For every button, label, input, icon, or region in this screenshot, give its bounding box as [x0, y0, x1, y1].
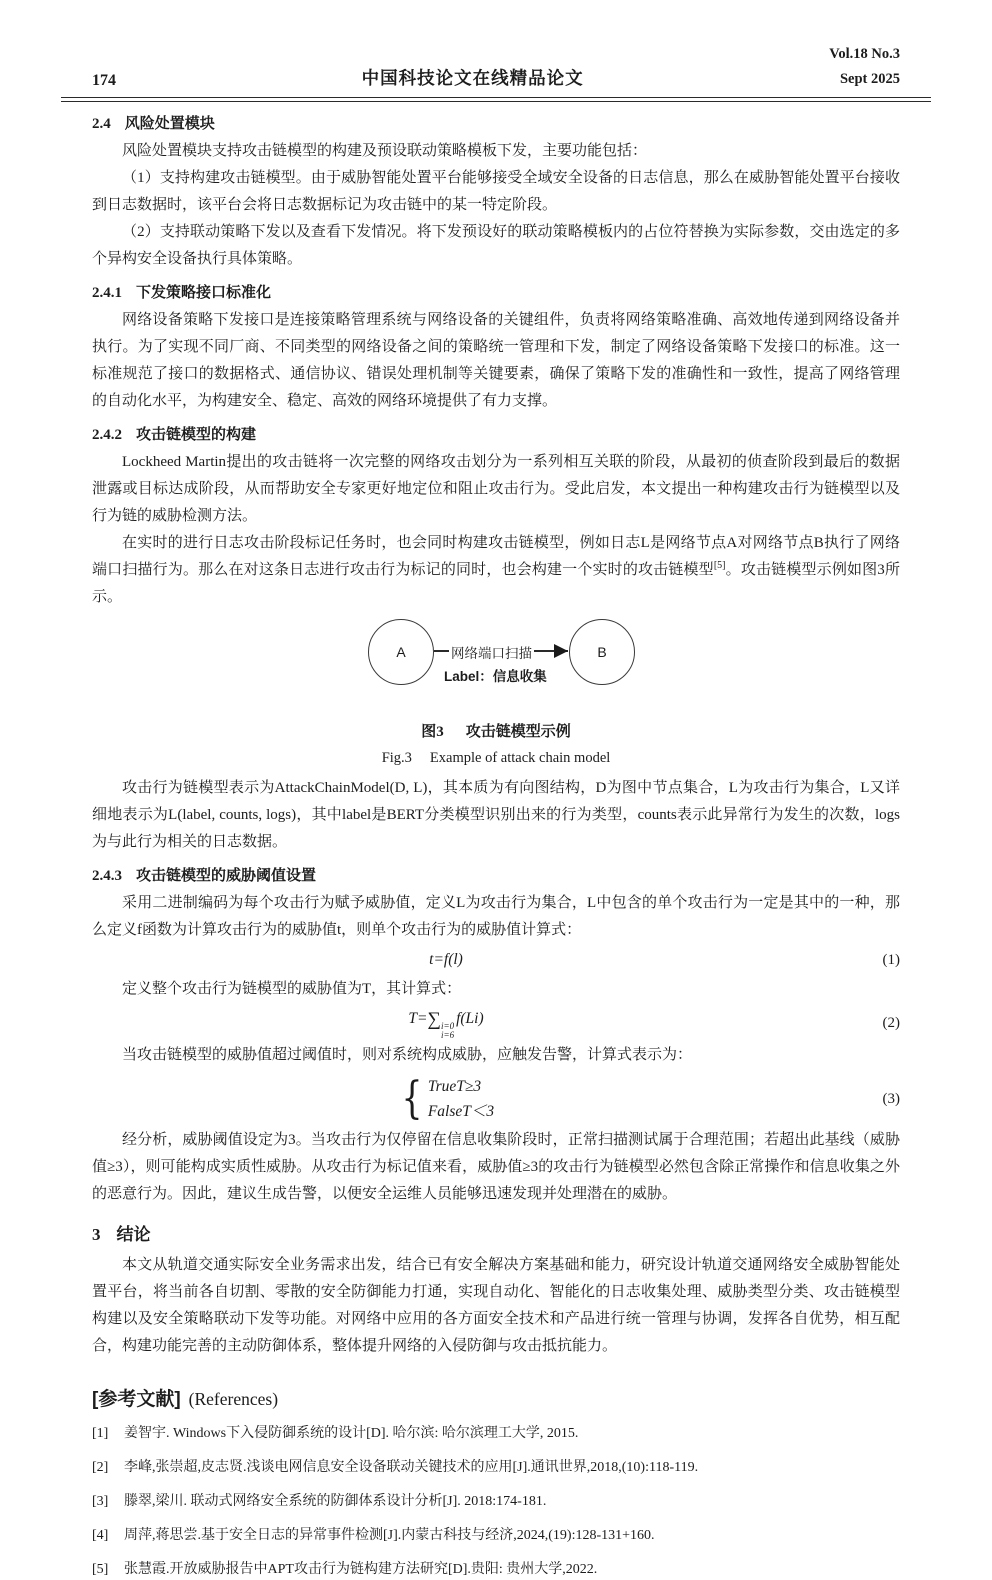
equation-1 [92, 946, 900, 974]
volume-number: Vol.18 No.3 [829, 46, 900, 62]
heading-2-4-2 [92, 423, 900, 444]
heading-title: 结论 [116, 1225, 151, 1244]
equation-number: (3) [882, 1091, 900, 1107]
paragraph-s241: 网络设备策略下发接口是连接策略管理系统与网络设备的关键组件，负责将网络策略准确、高效地传递到网络设备并执行。为了实现不同厂商、不同类型的网络设备之间的策略统一管理和下发，制定了网络设备策略下发接口的标准。这一标准规范了接口的数据格式、通信协议、错误处理机制等关键要素，确保了策略下发的准确性和一致性，提高了网络管理的自动化水平，为构建安全、稳定、高效的网络环境提供了有力支撑。 [92, 312, 900, 409]
paragraph-s243-1: 采用二进制编码为每个攻击行为赋予威胁值，定义L为攻击行为集合，L中包含的单个攻击行为一定是其中的一种，那么定义f函数为计算攻击行为的威胁值t，则单个攻击行为的威胁值计算式： [92, 895, 900, 938]
heading-number: 3 [92, 1225, 101, 1244]
paragraph-s24-item2: （2）支持联动策略下发以及查看下发情况。将下发预设好的联动策略模板内的占位符替换为实际参数，交由选定的多个异构安全设备执行具体策略。 [92, 224, 900, 267]
edge-label: 网络端口扫描 [449, 642, 534, 662]
paragraph-s242-3: 攻击行为链模型表示为AttackChainModel(D, L)，其本质为有向图结构，D为图中节点集合，L为攻击行为集合，L又详细地表示为L(label, counts, logs)，其中label是BERT分类模型识别出来的行为类型，counts表示此异常行为发生的次数，logs为与此行为相关的日志数据。 [92, 780, 900, 850]
reference-text: 张慧霞.开放威胁报告中APT攻击行为链构建方法研究[D].贵阳: 贵州大学,2022. [124, 1562, 598, 1577]
reference-text: 周萍,蒋思尝.基于安全日志的异常事件检测[J].内蒙古科技与经济,2024,(19):128-131+160. [124, 1528, 655, 1543]
paragraph-text: 在实时的进行日志攻击阶段标记任务时，也会同时构建攻击链模型，例如日志L是网络节点A对网络节点B执行了网络端口扫描行为。那么在对这条日志进行攻击行为标记的同时，也会构建一个实时的攻击链模型 [92, 535, 900, 578]
reference-label: [4] [92, 1528, 109, 1543]
equation-2 [92, 1005, 900, 1040]
heading-number: 2.4 [92, 116, 111, 132]
reference-item [92, 1423, 900, 1444]
figure-caption-cn [92, 719, 900, 745]
issue-info [829, 42, 900, 92]
sum-symbol: ∑ [427, 1009, 441, 1030]
reference-text: 滕翠,梁川. 联动式网络安全系统的防御体系设计分析[J]. 2018:174-181. [124, 1494, 547, 1509]
paragraph-s24-intro: 风险处置模块支持攻击链模型的构建及预设联动策略模板下发，主要功能包括： [122, 143, 648, 159]
heading-title: 下发策略接口标准化 [136, 284, 272, 301]
equation-rhs: f(Li) [456, 1010, 484, 1027]
journal-title: 中国科技论文在线精品论文 [361, 68, 584, 88]
figure-attack-chain-diagram [92, 617, 900, 719]
heading-2-4-3 [92, 864, 900, 885]
references-heading [92, 1384, 900, 1411]
heading-title: 风险处置模块 [124, 115, 215, 132]
figure-caption-text: 攻击链模型示例 [465, 723, 571, 740]
heading-title: 攻击链模型的威胁阈值设置 [136, 867, 317, 884]
figure-caption-number: 图3 [421, 724, 444, 740]
case-lines [428, 1074, 494, 1124]
heading-2-4 [92, 112, 900, 133]
equation-expression [408, 1005, 483, 1040]
graph-node-a: A [368, 619, 434, 685]
citation-marker: [5] [713, 560, 726, 571]
header-divider [61, 97, 931, 102]
sum-lower-limit: i=6 [441, 1030, 455, 1040]
paragraph-s243-2: 定义整个攻击行为链模型的威胁值为T，其计算式： [122, 981, 462, 997]
paragraph-s24-item1: （1）支持构建攻击链模型。由于威胁智能处置平台能够接受全域安全设备的日志信息，那么在威胁智能处置平台接收到日志数据时，该平台会将日志数据标记为攻击链中的某一特定阶段。 [92, 170, 900, 213]
equation-expression: t=f(l) [429, 951, 463, 968]
reference-label: [1] [92, 1426, 109, 1441]
reference-label: [2] [92, 1460, 109, 1475]
arrow-head-icon [554, 644, 568, 658]
sum-limits [441, 1022, 454, 1040]
heading-number: 2.4.1 [92, 285, 122, 301]
heading-title: 攻击链模型的构建 [136, 426, 257, 443]
paragraph-text: 。攻击链模型示例如图3所示。 [92, 562, 900, 605]
figure-caption-number: Fig.3 [381, 750, 412, 766]
paragraph-s243-4: 经分析，威胁阈值设定为3。当攻击行为仅停留在信息收集阶段时，正常扫描测试属于合理范围；若超出此基线（威胁值≥3），则可能构成实质性威胁。从攻击行为标记值来看，威胁值≥3的攻击行为链模型必然包含除正常操作和信息收集之外的恶意行为。因此，建议生成告警，以便安全运维人员能够迅速发现并处理潜在的威胁。 [92, 1132, 900, 1202]
reference-item [92, 1559, 900, 1580]
equation-number: (2) [882, 1014, 900, 1031]
equation-lhs: T= [408, 1010, 428, 1027]
equation-number: (1) [882, 952, 900, 968]
paragraph-s243-3: 当攻击链模型的威胁值超过阈值时，则对系统构成威胁，应触发告警，计算式表示为： [122, 1047, 693, 1063]
case-line-1: TrueT≥3 [427, 1078, 482, 1095]
figure-caption-text: Example of attack chain model [429, 750, 611, 766]
reference-item [92, 1525, 900, 1546]
left-brace: { [401, 1073, 423, 1124]
references-heading-en: (References) [188, 1389, 279, 1409]
reference-item [92, 1491, 900, 1512]
equation-3 [92, 1073, 900, 1125]
sum-upper-limit: i=0 [441, 1021, 455, 1031]
edge-sublabel: Label：信息收集 [444, 669, 547, 684]
case-line-2: FalseT＜3 [427, 1103, 495, 1120]
figure-caption-en [92, 745, 900, 771]
references-heading-cn: [参考文献] [92, 1389, 181, 1410]
reference-text: 李峰,张崇超,皮志贤.浅谈电网信息安全设备联动关键技术的应用[J].通讯世界,2018,(10):118-119. [124, 1460, 699, 1475]
page-header [92, 42, 900, 92]
reference-text: 姜智宇. Windows下入侵防御系统的设计[D]. 哈尔滨: 哈尔滨理工大学, 2015. [124, 1426, 579, 1441]
heading-conclusion [92, 1220, 900, 1245]
heading-number: 2.4.3 [92, 868, 122, 884]
graph-node-b: B [569, 619, 635, 685]
reference-label: [3] [92, 1494, 109, 1509]
equation-expression [398, 1073, 494, 1125]
reference-label: [5] [92, 1562, 109, 1577]
heading-2-4-1 [92, 281, 900, 302]
page-number: 174 [92, 72, 116, 89]
issue-date: Sept 2025 [839, 71, 900, 87]
paragraph-s242-1: Lockheed Martin提出的攻击链将一次完整的网络攻击划分为一系列相互关联的阶段，从最初的侦查阶段到最后的数据泄露或目标达成阶段，从而帮助安全专家更好地定位和阻止攻击行为。受此启发，本文提出一种构建攻击行为链模型以及行为链的威胁检测方法。 [92, 454, 900, 524]
paragraph-s242-2 [92, 530, 900, 611]
reference-item [92, 1457, 900, 1478]
heading-number: 2.4.2 [92, 427, 122, 443]
paragraph-conclusion: 本文从轨道交通实际安全业务需求出发，结合已有安全解决方案基础和能力，研究设计轨道交通网络安全威胁智能处置平台，将当前各自切割、零散的安全防御能力打通，实现自动化、智能化的日志收集处理、威胁类型分类、攻击链模型构建以及安全策略联动下发等功能。对网络中应用的各方面安全技术和产品进行统一管理与协调，发挥各自优势，相互配合，构建功能完善的主动防御体系，整体提升网络的入侵防御与攻击抵抗能力。 [92, 1257, 900, 1354]
